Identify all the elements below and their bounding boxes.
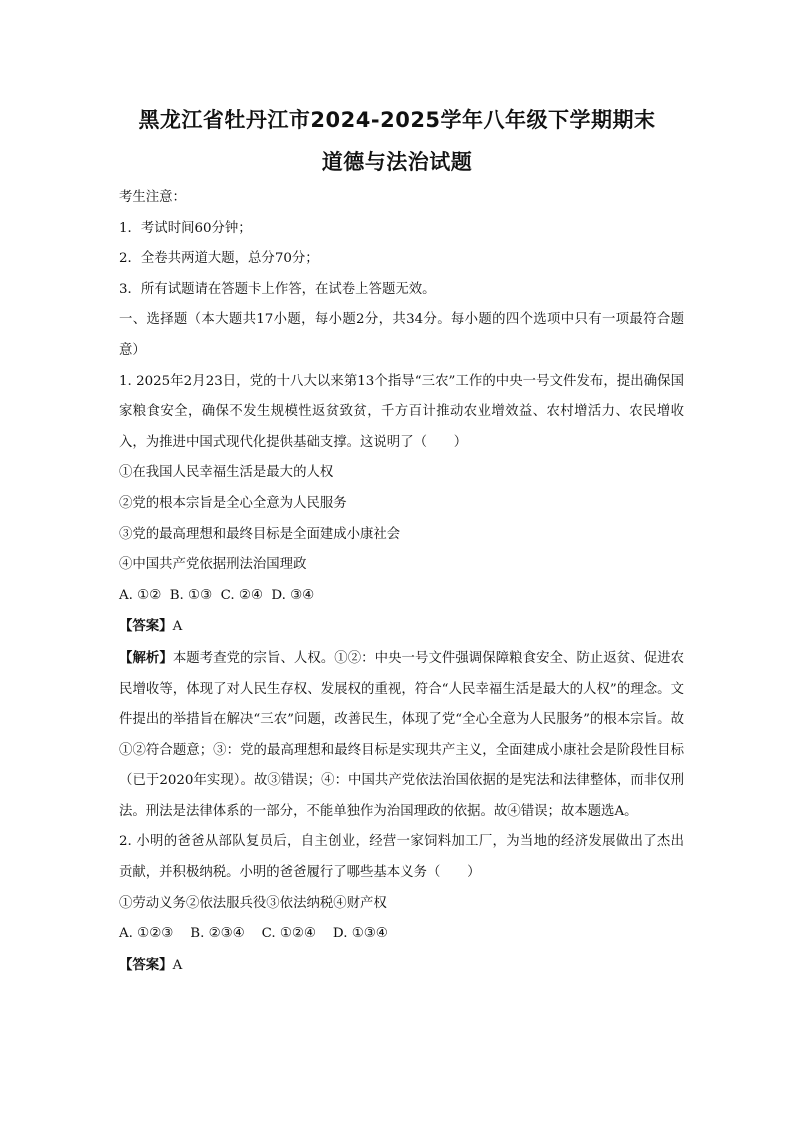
question-2-stem: 2. 小明的爸爸从部队复员后，自主创业，经营一家饲料加工厂，为当地的经济发展做出了杰出贡献，并积极纳税。小明的爸爸履行了哪些基本义务（ ）	[119, 834, 684, 881]
answer-value: A	[172, 619, 183, 635]
question-1-options	[119, 581, 684, 612]
question-1-stem: 1. 2025年2月23日，党的十八大以来第13个指导“三农”工作的中央一号文件发布，提出确保国家粮食安全，确保不发生规模性返贫致贫，千方百计推动农业增效益、农村增活力、农民增收入，为推进中国式现代化提供基础支撑。这说明了（ ）	[119, 373, 684, 450]
question-2-options	[119, 919, 684, 950]
question-1-statement: ③党的最高理想和最终目标是全面建成小康社会	[119, 526, 401, 542]
note-item: 3．所有试题请在答题卡上作答，在试卷上答题无效。	[119, 281, 436, 297]
analysis-label: 【解析】	[119, 649, 173, 666]
notes-heading: 考生注意：	[119, 190, 186, 205]
question-1-analysis	[119, 643, 684, 828]
question-1-statement: ①在我国人民幸福生活是最大的人权	[119, 465, 334, 481]
answer-value: A	[172, 957, 183, 973]
question-1-answer	[119, 611, 684, 643]
exam-subtitle: 道德与法治试题	[321, 150, 473, 174]
note-item: 2．全卷共两道大题，总分70分；	[119, 251, 319, 267]
answer-label: 【答案】	[119, 956, 173, 973]
options-text: A. ①② B. ①③ C. ②④ D. ③④	[119, 587, 315, 603]
question-2-statement: ①劳动义务②依法服兵役③依法纳税④财产权	[119, 895, 387, 911]
question-2-answer	[119, 950, 684, 982]
question-1-statement: ②党的根本宗旨是全心全意为人民服务	[119, 495, 347, 511]
options-text: A. ①②③ B. ②③④ C. ①②④ D. ①③④	[119, 926, 388, 942]
analysis-text: 本题考查党的宗旨、人权。①②：中央一号文件强调保障粮食安全、防止返贫、促进农民增收等，体现了对人民生存权、发展权的重视，符合“人民幸福生活是最大的人权”的理念。文件提出的举措旨在解决“三农”问题，改善民生，体现了党“全心全意为人民服务”的根本宗旨。故①②符合题意；③：党的最高理想和最终目标是实现共产主义，全面建成小康社会是阶段性目标（已于2020年实现）。故③错误；④：中国共产党依法治国依据的是宪法和法律整体，而非仅刑法。刑法是法律体系的一部分，不能单独作为治国理政的依据。故④错误；故本题选A。	[119, 650, 685, 819]
exam-title: 黑龙江省牡丹江市2024-2025学年八年级下学期期末	[138, 108, 656, 132]
note-item: 1．考试时间60分钟；	[119, 220, 252, 236]
section-heading: 一、选择题（本大题共17小题，每小题2分，共34分。每小题的四个选项中只有一项最符合题意）	[119, 312, 684, 358]
question-1-statement: ④中国共产党依据刑法治国理政	[119, 557, 307, 573]
exam-content	[119, 183, 684, 981]
answer-label: 【答案】	[119, 618, 173, 635]
